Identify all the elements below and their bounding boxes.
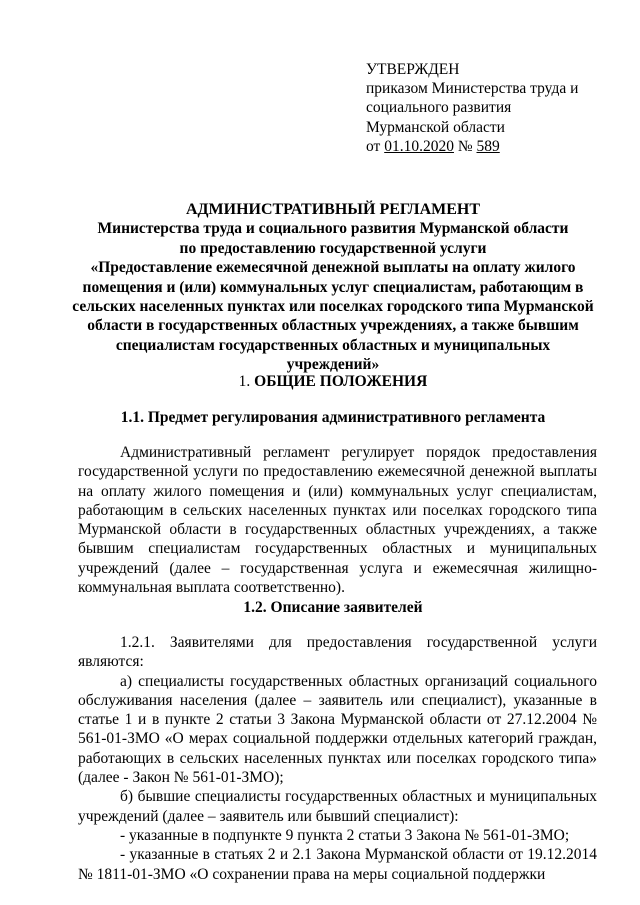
title-line-7: области в государственных областных учреждениях, а также бывшим xyxy=(87,317,579,335)
section-1-2-body xyxy=(78,633,597,884)
section-1-number: 1. xyxy=(238,373,255,390)
approval-date: 01.10.2020 xyxy=(384,137,454,155)
title-line-4: «Предоставление ежемесячной денежной выплаты на оплату жилого xyxy=(90,259,576,277)
title-line-3: по предоставлению государственной услуги xyxy=(179,239,487,257)
approval-number-prefix: № xyxy=(453,137,477,155)
section-1-heading xyxy=(68,372,598,391)
approval-region-line: Мурманской области xyxy=(366,118,505,136)
section-1-1-text: Административный регламент регулирует порядок предоставления государственной услуги по предоставлению ежемесячной денежной выплаты на оплату жилого помещения и (или) коммунальных услуг специалистам, работающим в сельских населенных пунктах или поселках городского типа Мурманской области в государственных областных учреждениях, а также бывшим специалистам государственных областных и муниципальных учреждений (далее – государственная услуга и ежемесячная жилищно-коммунальная выплата соответственно). xyxy=(78,444,597,597)
approval-ministry-line: социального развития xyxy=(366,99,512,117)
section-1-title: ОБЩИЕ ПОЛОЖЕНИЯ xyxy=(254,373,428,390)
title-line-5: помещения и (или) коммунальных услуг специалистам, работающим в xyxy=(82,278,584,296)
section-1-2-a-text: а) специалисты государственных областных организаций социального обслуживания населения (далее – заявитель или специалист), указанные в статье 1 и в пункте 2 статьи 3 Закона Мурманской области от 27.12.2004 № 561-01-ЗМО «О мерах социальной поддержки отдельных категорий граждан, работающих в сельских населенных пунктах или поселках городского типа» (далее - Закон № 561-01-ЗМО); xyxy=(78,672,597,787)
approval-stamp xyxy=(366,60,578,156)
title-line-2: Министерства труда и социального развития Мурманской области xyxy=(97,220,569,238)
approval-heading: УТВЕРЖДЕН xyxy=(366,61,460,78)
section-1-2-heading: 1.2. Описание заявителей xyxy=(243,599,423,616)
approval-number: 589 xyxy=(476,137,500,155)
section-1-2-b-item-1: - указанные в подпункте 9 пункта 2 статьи 3 Закона № 561-01-ЗМО; xyxy=(120,826,570,844)
document-title xyxy=(68,200,598,375)
section-1-2-b-item-2: - указанные в статьях 2 и 2.1 Закона Мурманской области от 19.12.2014 № 1811-01-ЗМО «О сохранении права на меры социальной поддержки xyxy=(78,846,597,883)
section-1-1-heading: 1.1. Предмет регулирования административного регламента xyxy=(120,409,546,426)
approval-date-line xyxy=(366,137,578,156)
section-1-2-1-text: 1.2.1. Заявителями для предоставления государственной услуги являются: xyxy=(78,634,597,671)
title-line-6: сельских населенных пунктах или поселках городского типа Мурманской xyxy=(72,298,594,316)
approval-date-prefix: от xyxy=(366,137,385,155)
title-line-8: специалистам государственных областных и муниципальных учреждений» xyxy=(115,336,551,374)
title-line-1: АДМИНИСТРАТИВНЫЙ РЕГЛАМЕНТ xyxy=(185,201,481,218)
approval-order-line: приказом Министерства труда и xyxy=(366,80,579,98)
section-1-2-b-text: б) бывшие специалисты государственных областных и муниципальных учреждений (далее – заявитель или бывший специалист): xyxy=(78,788,597,825)
